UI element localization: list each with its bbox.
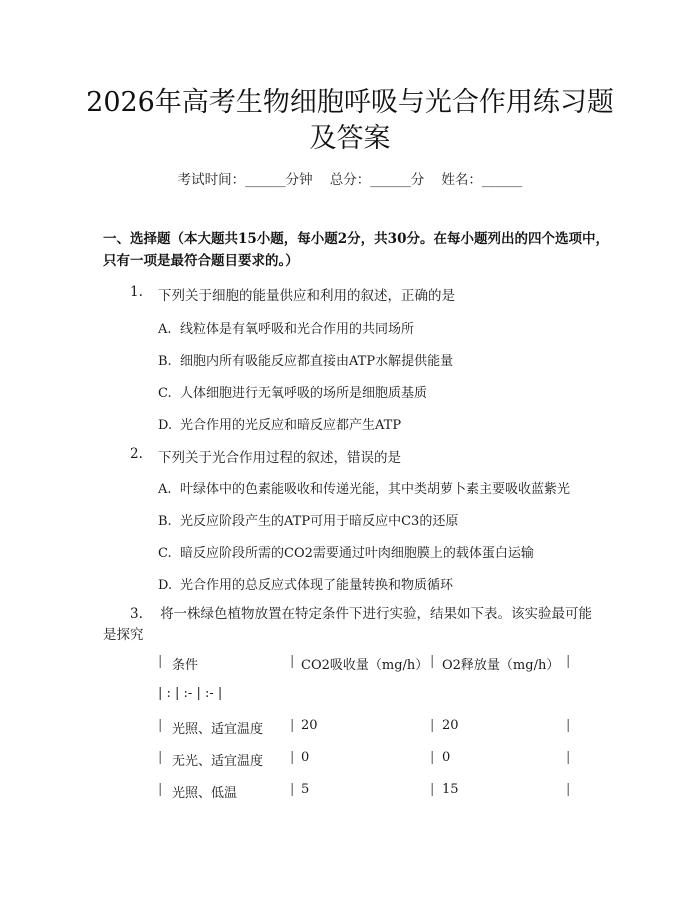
question-number: 2. [130, 446, 143, 462]
table-header-cell: 条件 [172, 658, 199, 673]
table-separator-row [158, 686, 578, 706]
table-row [158, 718, 578, 738]
table-row [158, 750, 578, 770]
table-pipe: | [430, 750, 435, 765]
option-letter: B. [158, 514, 172, 529]
table-pipe: | [430, 718, 435, 733]
option-letter: B. [158, 354, 172, 369]
table-cell: 20 [442, 718, 459, 733]
table-pipe: | [430, 654, 435, 669]
table-pipe: | [290, 718, 295, 733]
option-letter: C. [158, 546, 172, 561]
option-letter: D. [158, 578, 173, 593]
document-title-line1: 2026年高考生物细胞呼吸与光合作用练习题 [86, 87, 614, 118]
option-text: 线粒体是有氧呼吸和光合作用的共同场所 [180, 322, 415, 337]
exam-info: 考试时间：______分钟 总分：______分 姓名：______ [177, 172, 523, 188]
table-row [158, 782, 578, 802]
question-3 [103, 604, 603, 646]
section-heading: 一、选择题（本大题共15小题，每小题2分，共30分。在每小题列出的四个选项中，只有一项是最符合题目要求的。） [103, 231, 609, 269]
table-pipe: | [158, 654, 163, 669]
option-text: 光反应阶段产生的ATP可用于暗反应中C3的还原 [180, 514, 459, 529]
option-1b [158, 350, 453, 369]
question-1 [0, 284, 700, 304]
table-pipe: | [566, 750, 571, 765]
option-1d [158, 414, 401, 433]
table-cell: 0 [301, 750, 310, 765]
option-letter: C. [158, 386, 172, 401]
option-text: 叶绿体中的色素能吸收和传递光能，其中类胡萝卜素主要吸收蓝紫光 [180, 482, 571, 497]
table-separator: | : | :- | :- | [158, 686, 223, 701]
table-cell: 15 [442, 782, 459, 797]
table-pipe: | [158, 750, 163, 765]
document-title-line2: 及答案 [309, 123, 391, 154]
table-pipe: | [430, 782, 435, 797]
table-pipe: | [290, 782, 295, 797]
table-cell: 光照、低温 [172, 786, 238, 801]
table-pipe: | [290, 654, 295, 669]
option-letter: A. [158, 482, 172, 497]
question-text: 将一株绿色植物放置在特定条件下进行实验，结果如下表。该实验最可能是探究 [103, 606, 593, 643]
option-text: 人体细胞进行无氧呼吸的场所是细胞质基质 [180, 386, 428, 401]
table-cell: 5 [301, 782, 310, 797]
table-pipe: | [566, 782, 571, 797]
question-text: 下列关于光合作用过程的叙述，错误的是 [158, 450, 401, 466]
option-letter: A. [158, 322, 172, 337]
option-2c [158, 542, 534, 561]
option-text: 细胞内所有吸能反应都直接由ATP水解提供能量 [180, 354, 454, 369]
option-text: 光合作用的总反应式体现了能量转换和物质循环 [180, 578, 454, 593]
question-2 [0, 446, 700, 466]
table-pipe: | [290, 750, 295, 765]
question-number: 3. [130, 606, 143, 622]
table-header-row [158, 654, 578, 674]
option-letter: D. [158, 418, 173, 433]
table-cell: 无光、适宜温度 [172, 754, 264, 769]
option-text: 光合作用的光反应和暗反应都产生ATP [180, 418, 402, 433]
table-cell: 20 [301, 718, 318, 733]
table-pipe: | [158, 782, 163, 797]
table-cell: 0 [442, 750, 451, 765]
option-2b [158, 510, 458, 529]
table-pipe: | [566, 718, 571, 733]
table-pipe: | [566, 654, 571, 669]
table-cell: 光照、适宜温度 [172, 722, 264, 737]
option-2d [158, 574, 453, 593]
option-text: 暗反应阶段所需的CO2需要通过叶肉细胞膜上的载体蛋白运输 [180, 546, 534, 561]
table-header-cell: CO2吸收量（mg/h） [301, 658, 429, 673]
table-pipe: | [158, 718, 163, 733]
question-number: 1. [130, 284, 143, 300]
option-1a [158, 318, 414, 337]
table-header-cell: O2释放量（mg/h） [442, 658, 560, 673]
option-2a [158, 478, 570, 497]
option-1c [158, 382, 427, 401]
question-text: 下列关于细胞的能量供应和利用的叙述，正确的是 [158, 288, 455, 304]
